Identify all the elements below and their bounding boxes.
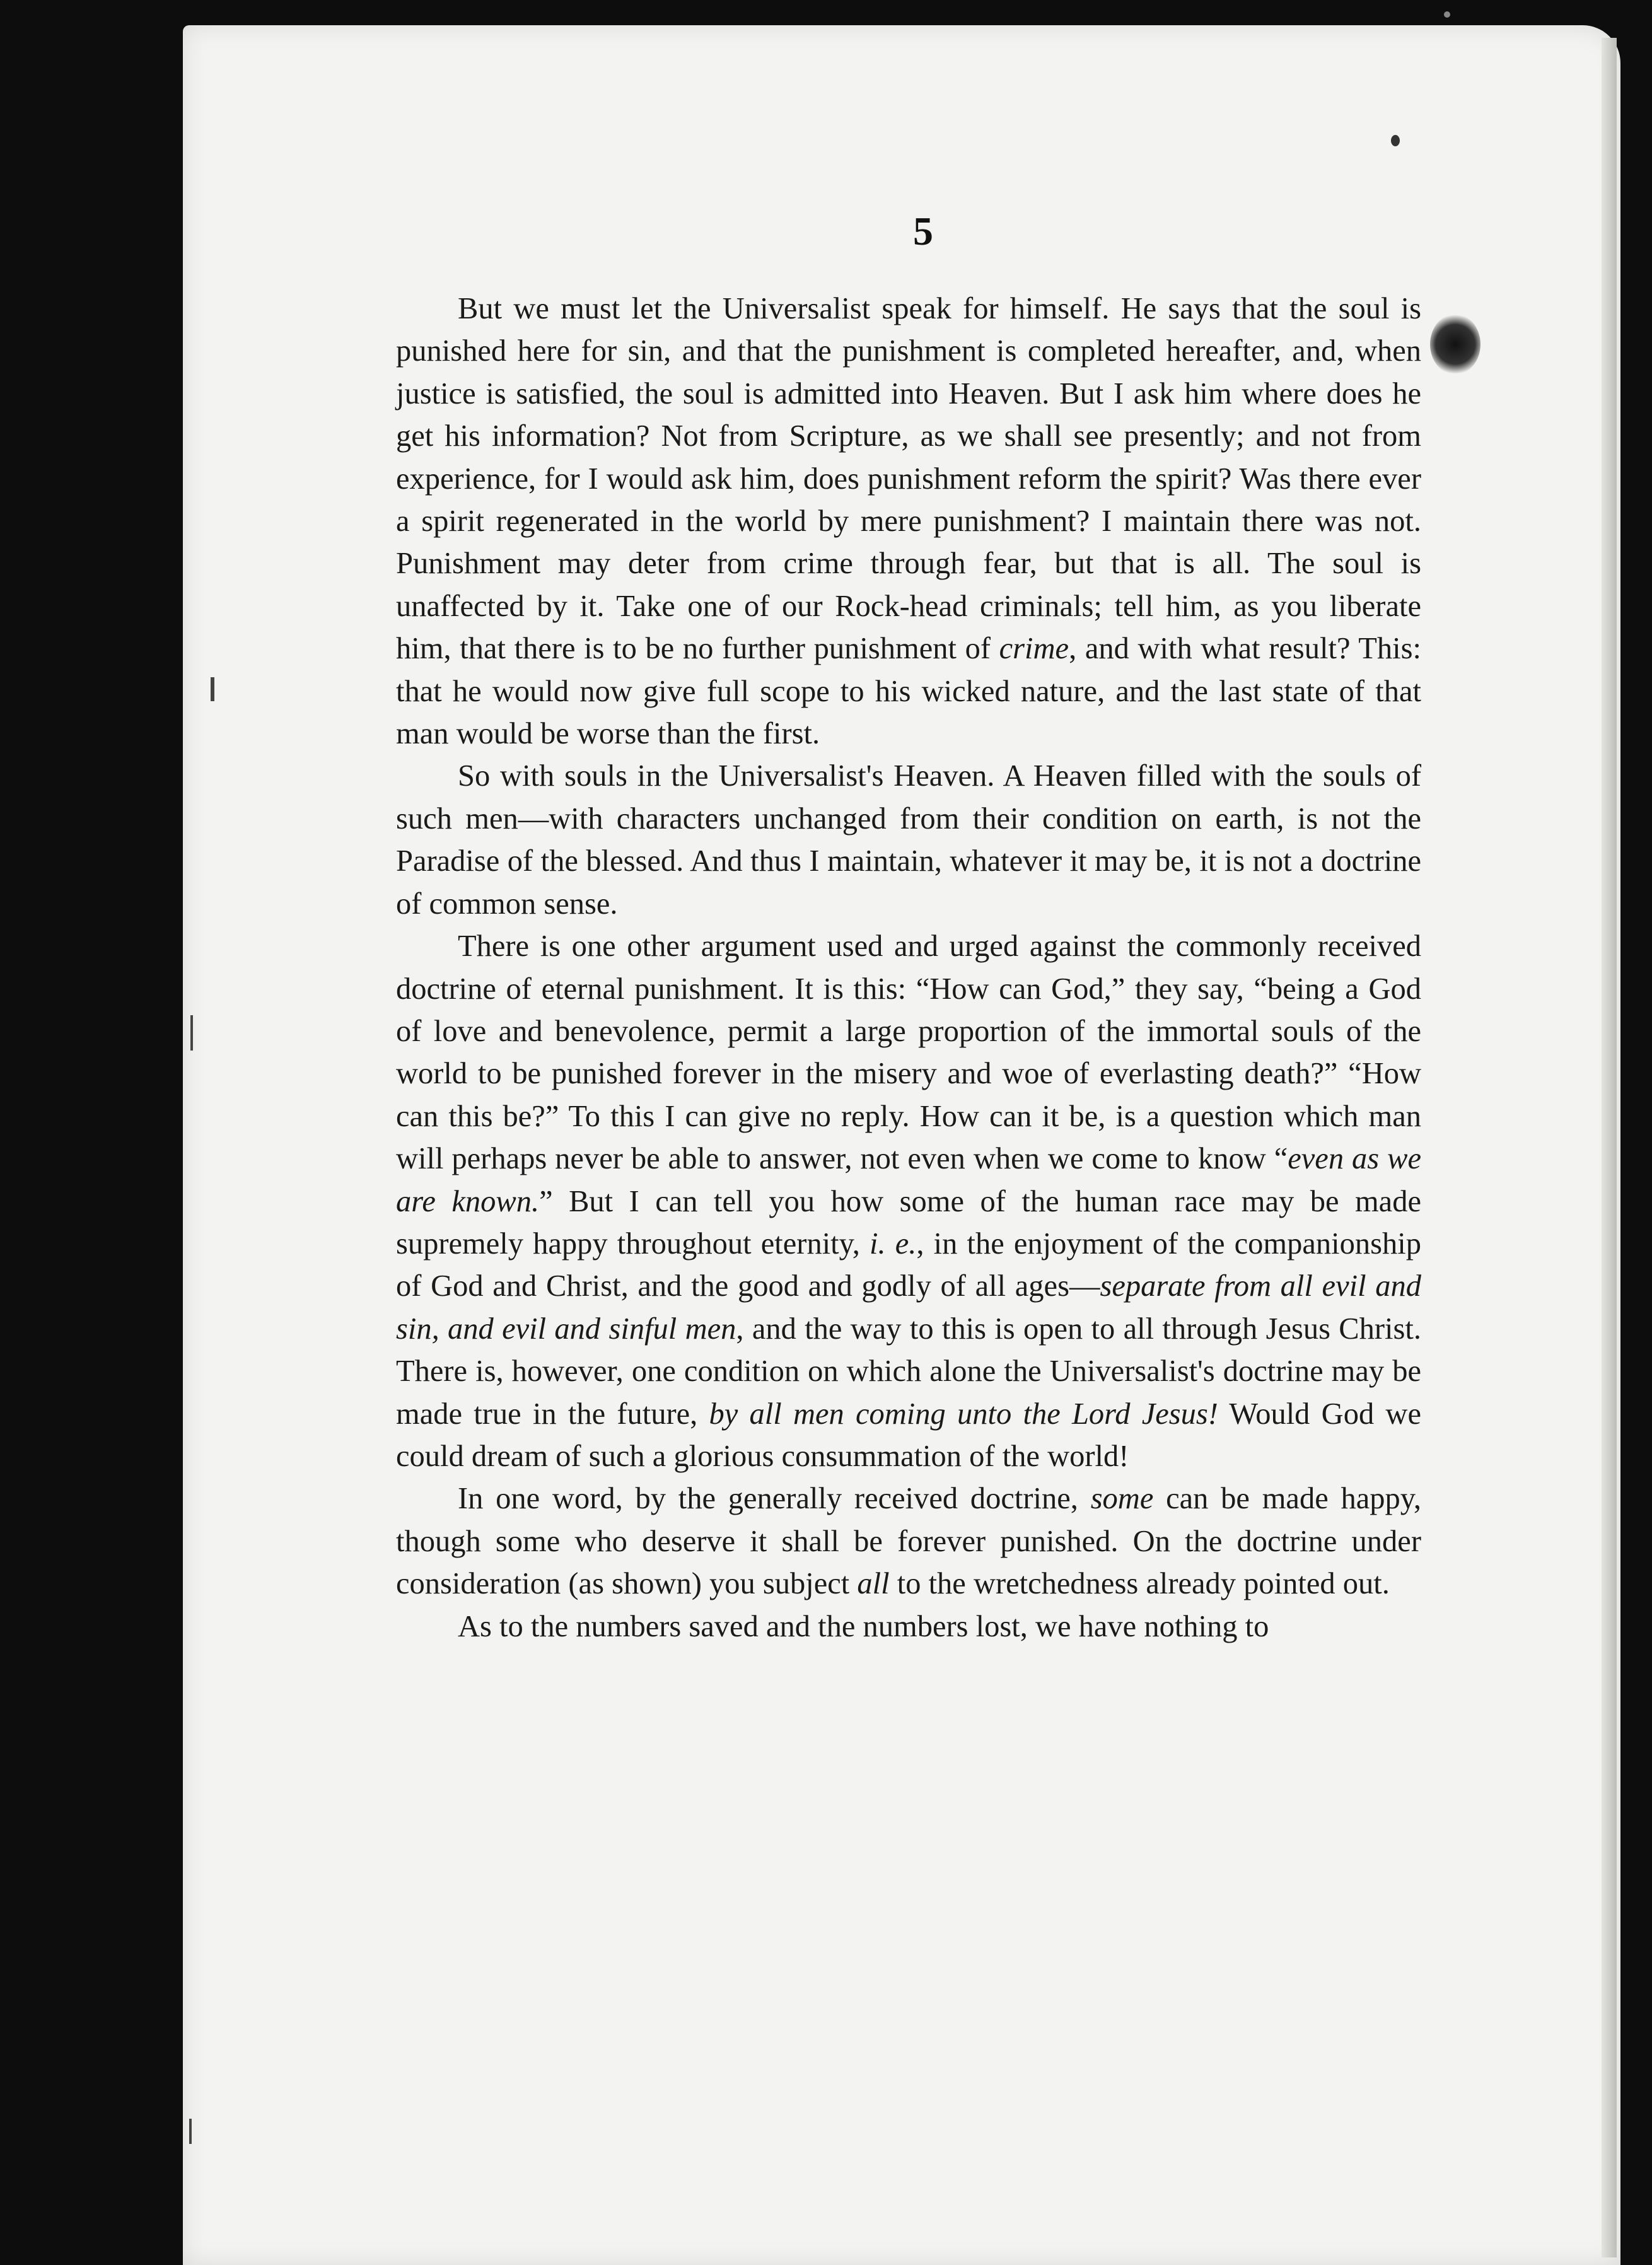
italic-text: even as we are known. <box>396 1142 1421 1218</box>
page-fold-shadow <box>1602 38 1617 2257</box>
text-run: , and the way to this is open to all through Jesus Christ. There is, however, one condition on which alone the Universalist's doctrine may be made true in the future, <box>396 1312 1421 1431</box>
text-run: But we must let the Universalist speak for himself. He says that the soul is punished here for sin, and that the punishment is completed hereafter, and, when justice is satisfied, the soul is admitted into Heaven. But I ask him where does he get his information? Not from Scripture, as we shall see presently; and not from experience, for I would ask him, does punishment reform the spirit? Was there ever a spirit regenerated in the world by mere punishment? I maintain there was not. Punishment may deter from crime through fear, but that is all. The soul is unaffected by it. Take one of our Rock-head criminals; tell him, as you liberate him, that there is to be no further punishment of <box>396 292 1421 666</box>
italic-text: some <box>1090 1482 1154 1516</box>
margin-mark <box>190 1015 193 1051</box>
italic-text: by all men coming unto the Lord Jesus! <box>709 1397 1218 1431</box>
text-run: to the wretchedness already pointed out. <box>889 1567 1390 1601</box>
paragraph <box>396 755 1421 925</box>
paragraph <box>396 925 1421 1477</box>
text-run: , in the enjoyment of the companionship of God and Christ, and the good and godly of all ages— <box>396 1226 1421 1303</box>
body-text <box>396 288 1421 1648</box>
italic-text: all <box>857 1567 890 1601</box>
paragraph <box>396 288 1421 755</box>
text-run: So with souls in the Universalist's Heaven. A Heaven filled with the souls of such men—with characters unchanged from their condition on earth, is not the Paradise of the blessed. And thus I maintain, whatever it may be, it is not a doctrine of common sense. <box>396 759 1421 921</box>
ink-blot <box>1430 314 1480 375</box>
dust-speck <box>1444 11 1450 18</box>
margin-mark <box>189 2119 192 2144</box>
text-run: Would God we could dream of such a glorious consummation of the world! <box>396 1397 1421 1473</box>
text-run: , and with what result? This: that he would now give full scope to his wicked nature, and the last state of that man would be worse than the first. <box>396 632 1421 751</box>
text-run: ” But I can tell you how some of the human race may be made supremely happy throughout eternity, <box>396 1184 1421 1261</box>
text-run: There is one other argument used and urged against the commonly received doctrine of eternal punishment. It is this: “How can God,” they say, “being a God of love and benevolence, permit a large proportion of the immortal souls of the world to be punished forever in the misery and woe of everlasting death?” “How can this be?” To this I can give no reply. How can it be, is a question which man will perhaps never be able to answer, not even when we come to know “ <box>396 929 1421 1176</box>
margin-mark <box>211 677 214 701</box>
italic-text: separate from all evil and sin, and evil and sinful men <box>396 1269 1421 1346</box>
paragraph <box>396 1605 1421 1648</box>
page-number: 5 <box>913 209 933 253</box>
text-run: As to the numbers saved and the numbers lost, we have nothing to <box>458 1609 1269 1643</box>
text-run: In one word, by the generally received doctrine, <box>458 1482 1091 1516</box>
italic-text: i. e. <box>870 1226 917 1261</box>
dust-speck <box>1391 135 1400 146</box>
text-run: can be made happy, though some who deserve it shall be forever punished. On the doctrine under consideration (as shown) you subject <box>396 1482 1421 1601</box>
paragraph <box>396 1477 1421 1605</box>
italic-text: crime <box>999 632 1069 666</box>
